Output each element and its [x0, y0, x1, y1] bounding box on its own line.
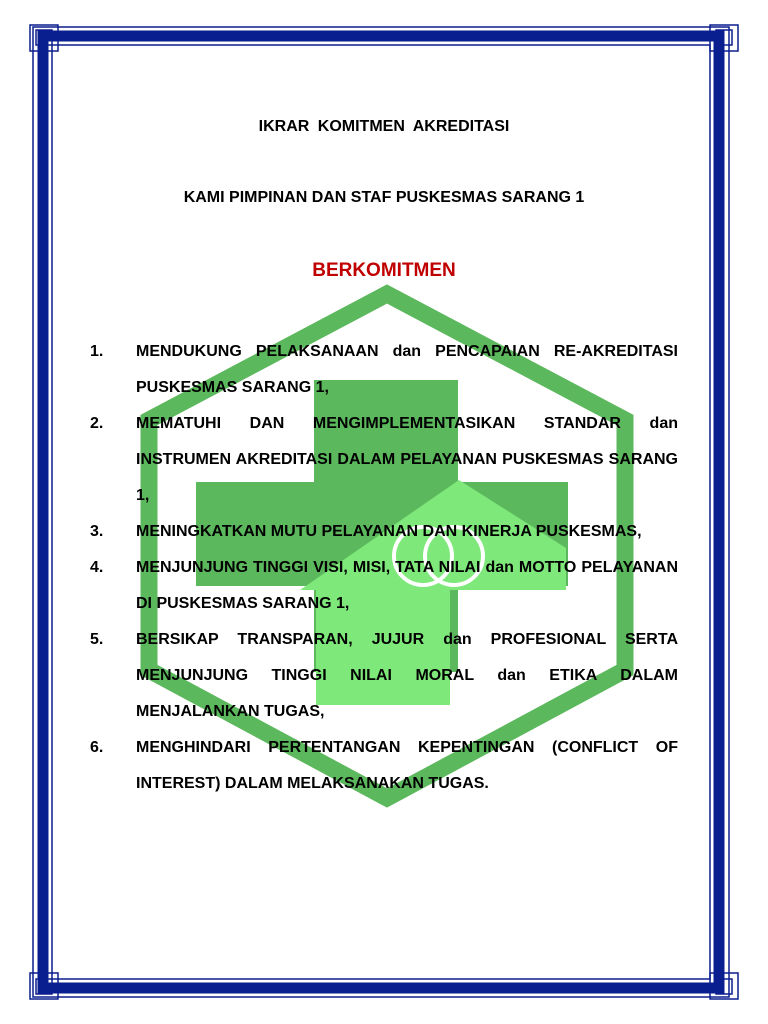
- pledge-text: MENDUKUNG PELAKSANAAN dan PENCAPAIAN RE-AKREDITASI PUSKESMAS SARANG 1,: [136, 343, 678, 396]
- pledge-item-5: [90, 622, 678, 730]
- pledge-number: 1.: [90, 343, 104, 360]
- pledge-number: 4.: [90, 559, 104, 576]
- document-heading: BERKOMITMEN: [312, 260, 456, 281]
- pledge-text: MENGHINDARI PERTENTANGAN KEPENTINGAN (CONFLICT OF INTEREST) DALAM MELAKSANAKAN TUGAS.: [136, 739, 678, 792]
- pledge-text: MENJUNJUNG TINGGI VISI, MISI, TATA NILAI dan MOTTO PELAYANAN DI PUSKESMAS SARANG 1,: [136, 559, 678, 612]
- pledge-number: 5.: [90, 631, 104, 648]
- pledge-text: MEMATUHI DAN MENGIMPLEMENTASIKAN STANDAR dan INSTRUMEN AKREDITASI DALAM PELAYANAN PUSKESMAS SARANG 1,: [136, 415, 678, 504]
- pledge-item-3: [90, 514, 678, 550]
- pledge-number: 3.: [90, 523, 104, 540]
- document-title: IKRAR KOMITMEN AKREDITASI: [258, 118, 510, 135]
- document-subtitle: KAMI PIMPINAN DAN STAF PUSKESMAS SARANG 1: [183, 189, 585, 206]
- pledge-item-6: [90, 730, 678, 802]
- pledge-list: [90, 334, 678, 802]
- pledge-number: 2.: [90, 415, 104, 432]
- pledge-text: MENINGKATKAN MUTU PELAYANAN DAN KINERJA PUSKESMAS,: [136, 523, 642, 540]
- pledge-text: BERSIKAP TRANSPARAN, JUJUR dan PROFESIONAL SERTA MENJUNJUNG TINGGI NILAI MORAL dan ETIKA DALAM MENJALANKAN TUGAS,: [136, 631, 678, 720]
- pledge-item-1: [90, 334, 678, 406]
- pledge-item-4: [90, 550, 678, 622]
- pledge-number: 6.: [90, 739, 104, 756]
- pledge-item-2: [90, 406, 678, 514]
